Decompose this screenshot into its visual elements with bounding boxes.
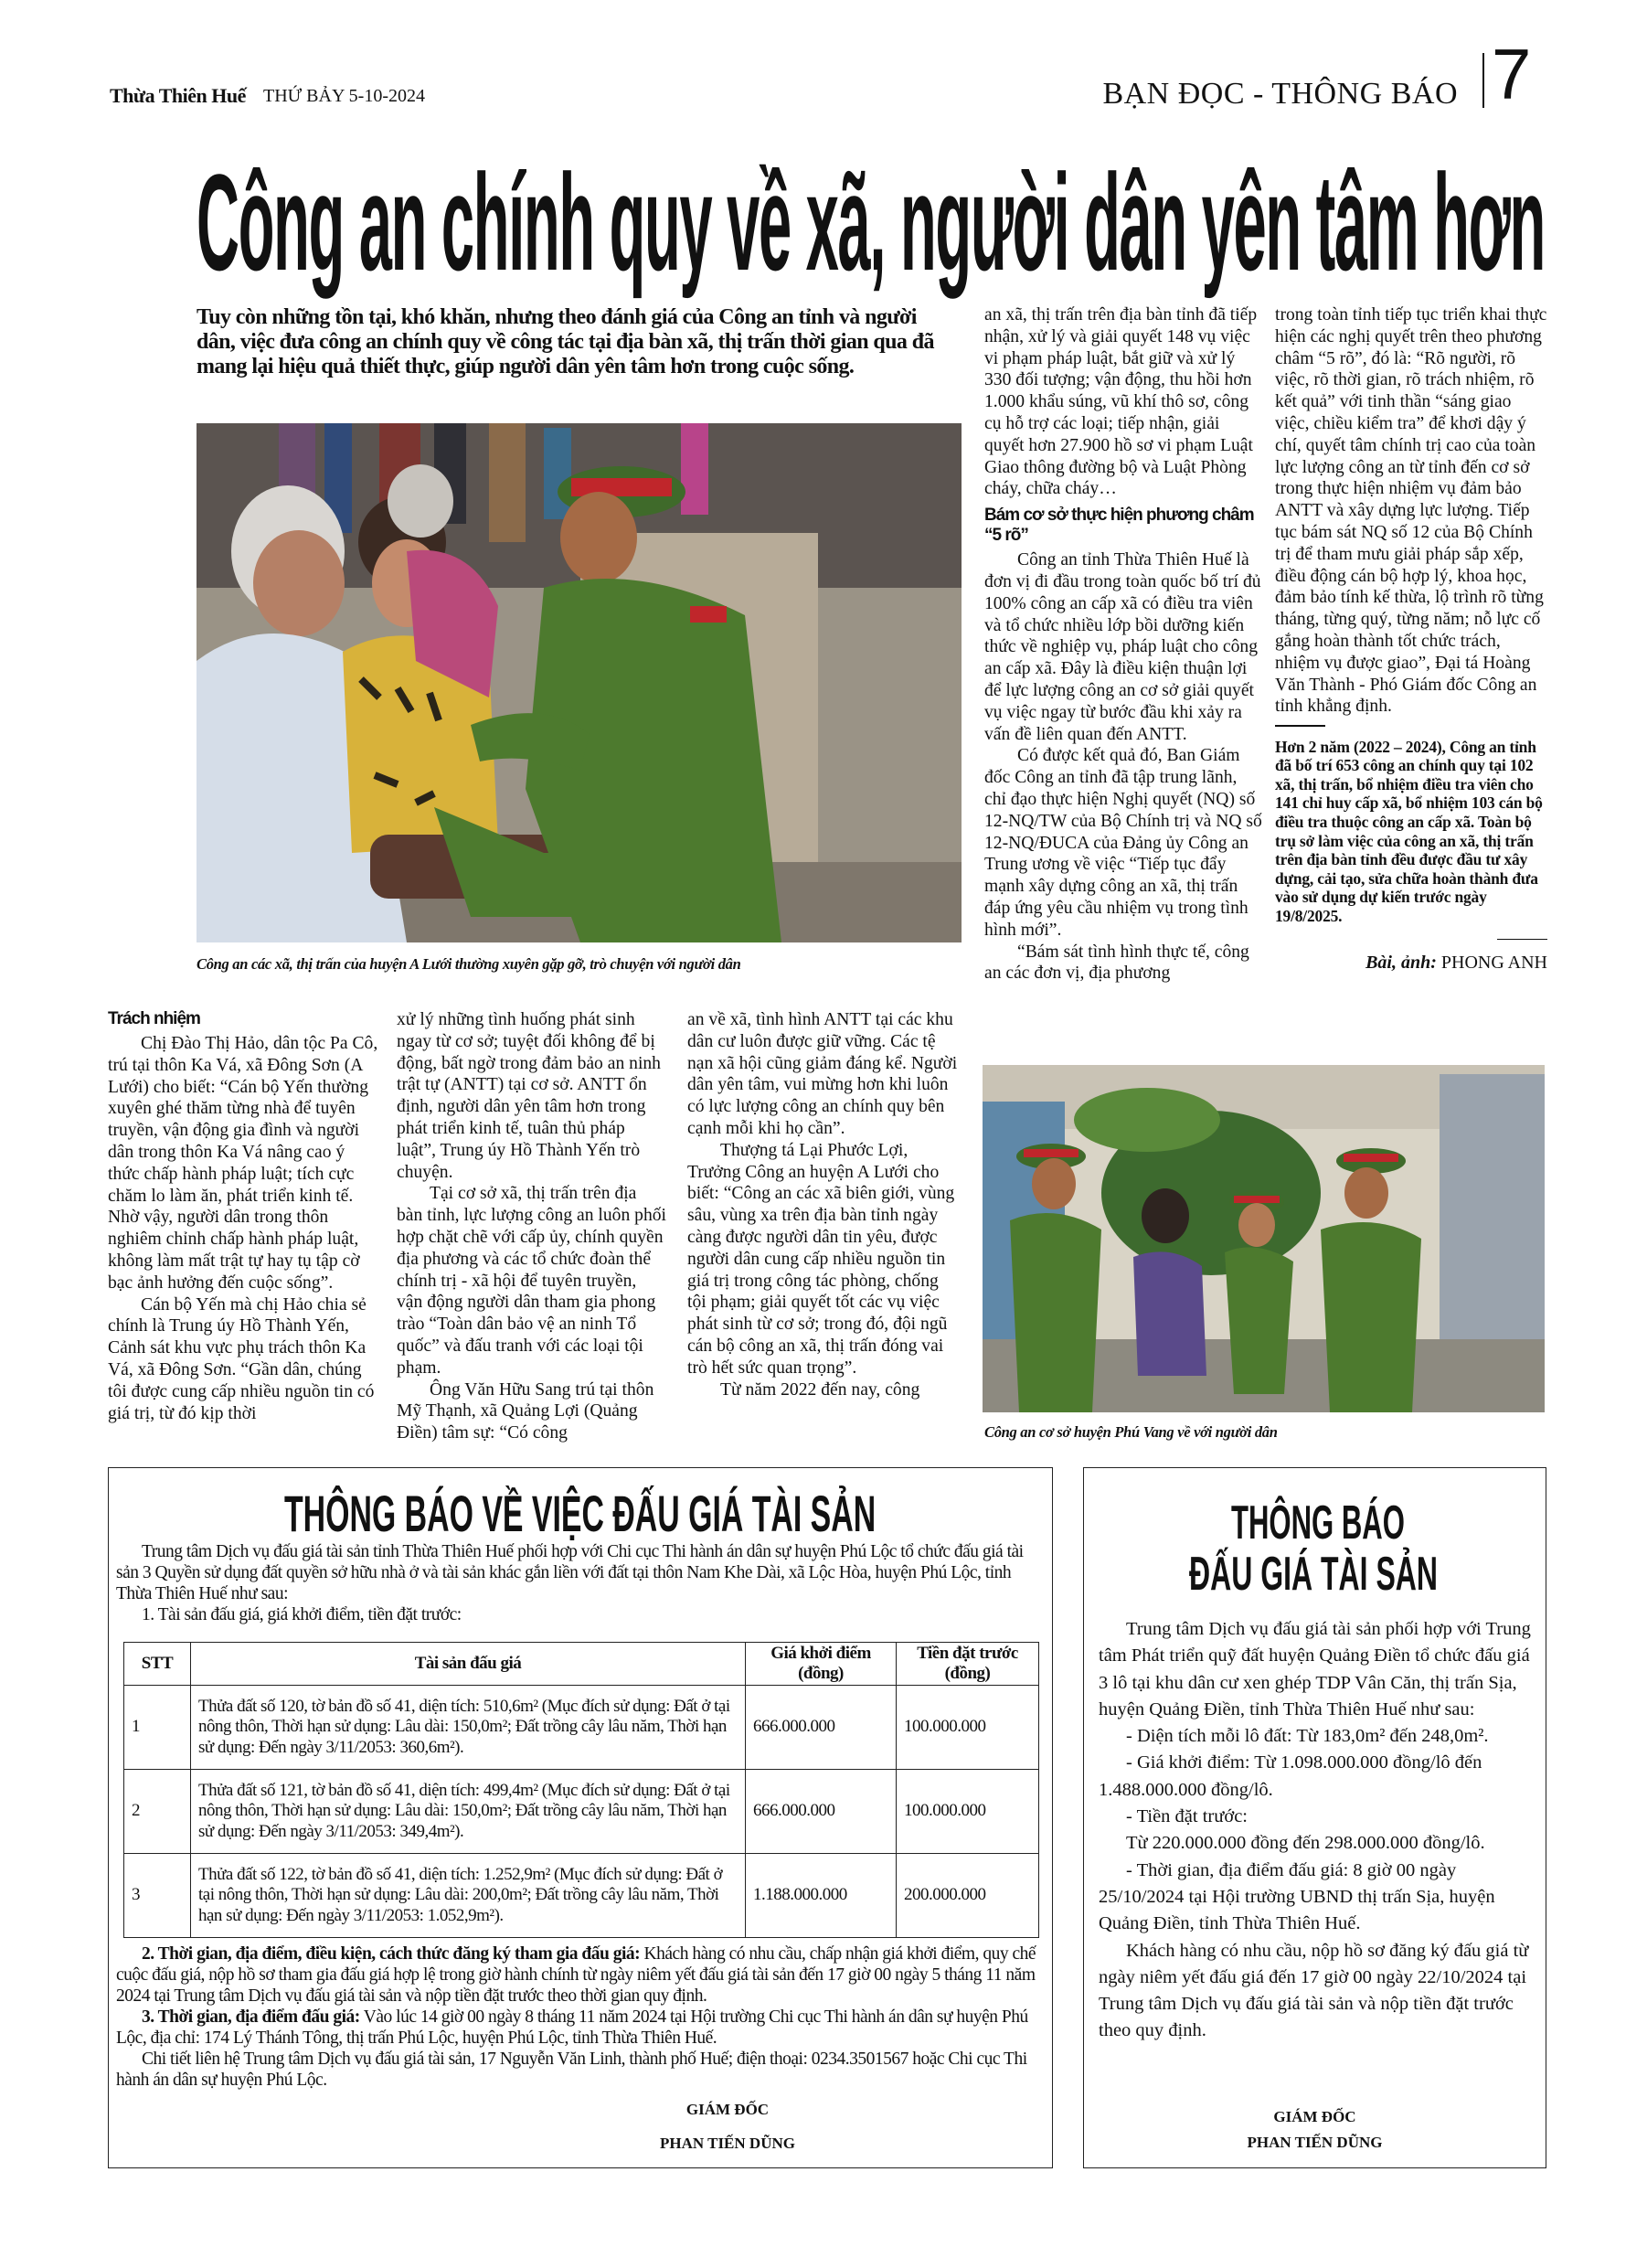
article-lead: Tuy còn những tồn tại, khó khăn, nhưng theo đánh giá của Công an tỉnh và người dân, việc đưa công an chính quy về công tác tại địa bàn xã, thị trấn thời gian qua đã mang lại hiệu quả thiết thực, giúp người dân yên tâm hơn trong cuộc sống. [197, 305, 934, 378]
notice1-details [116, 1943, 1041, 2091]
header-start-price: Giá khởi điểm (đồng) [746, 1643, 897, 1686]
paragraph: Công an tỉnh Thừa Thiên Huế là đơn vị đi đầu trong toàn quốc bố trí đủ 100% công an cấp xã có điều tra viên và tổ chức nhiều lớp bồi dưỡng kiến thức về nghiệp vụ, pháp luật cho công an cấp xã. Đây là điều kiện thuận lợi để lực lượng công an cơ sở giải quyết vụ việc ngay từ bước đầu khi xảy ra vấn đề liên quan đến ANTT. [984, 550, 1261, 744]
notice1-body [116, 1541, 1041, 1625]
article-column-3 [687, 1009, 960, 1400]
notice1-title-wrap [284, 1485, 877, 1542]
paragraph: xử lý những tình huống phát sinh ngay từ cơ sở; tuyệt đối không để bị động, bất ngờ trong đảm bảo an ninh trật tự (ANTT) tại cơ sở. ANTT ổn định, người dân yên tâm hơn trong phát triển kinh tế, tuân thủ pháp luật”, Trung úy Hồ Thành Yến trò chuyện. [397, 1010, 661, 1182]
notice1-intro: Trung tâm Dịch vụ đấu giá tài sản tỉnh Thừa Thiên Huế phối hợp với Chi cục Thi hành án dân sự huyện Phú Lộc tổ chức đấu giá tài sản 3 Quyền sử dụng đất quyền sở hữu nhà ở và tài sản khác gắn liền với đất tại thôn Nam Khe Dài, xã Lộc Hòa, huyện Phú Lộc, tỉnh Thừa Thiên Huế như sau: [116, 1542, 1024, 1603]
notice1-signer-name: PHAN TIẾN DŨNG [660, 2135, 795, 2152]
headline-wrap [197, 145, 1545, 299]
article-column-4 [984, 304, 1263, 985]
auction-assets-table [123, 1642, 1039, 1938]
notice2-title-wrap [1189, 1548, 1438, 1601]
cell-stt: 1 [124, 1686, 191, 1770]
cell-deposit: 200.000.000 [897, 1854, 1039, 1938]
page-number: 7 [1492, 34, 1532, 114]
cell-start-price: 1.188.000.000 [746, 1854, 897, 1938]
subheading-trach-nhiem: Trách nhiệm [108, 1009, 200, 1028]
notice2-signer-title: GIÁM ĐỐC [1273, 2108, 1356, 2125]
paragraph: Ông Văn Hữu Sang trú tại thôn Mỹ Thạnh, xã Quảng Lợi (Quảng Điền) tâm sự: “Có công [397, 1379, 654, 1443]
cell-deposit: 100.000.000 [897, 1770, 1039, 1854]
table-row [124, 1770, 1039, 1854]
notice2-start-price: - Giá khởi điểm: Từ 1.098.000.000 đồng/lô đến 1.488.000.000 đồng/lô. [1099, 1752, 1482, 1800]
header-stt: STT [124, 1643, 191, 1686]
notice2-area: - Diện tích mỗi lô đất: Từ 183,0m² đến 248,0m². [1126, 1726, 1489, 1747]
cell-asset: Thửa đất số 121, tờ bản đồ số 41, diện tích: 499,4m² (Mục đích sử dụng: Đất ở tại nông thôn, Thời hạn sử dụng: Lâu dài: 150,0m²; Đất trồng cây lâu năm, Thời hạn sử dụng: Đến ngày 3/11/2053: 349,4m²). [191, 1770, 746, 1854]
photo2-caption: Công an cơ sở huyện Phú Vang về với người dân [984, 1423, 1278, 1441]
cell-stt: 3 [124, 1854, 191, 1938]
divider [1275, 725, 1325, 727]
auction-notice-phu-loc [108, 1467, 1053, 2168]
item2-text: Khách hàng có nhu cầu, chấp nhận giá khởi điểm, quy chế cuộc đấu giá, nộp hồ sơ tham gia đấu giá hợp lệ trong giờ hành chính từ ngày niêm yết đấu giá tài sản đến 17 giờ 00 ngày 5 tháng 11 năm 2024 tại Trung tâm Dịch vụ đấu giá tài sản và nộp tiền đặt trước theo thời gian quy định. [116, 1944, 1036, 2006]
paragraph: Tại cơ sở xã, thị trấn trên địa bàn tỉnh, lực lượng công an luôn phối hợp chặt chẽ với cấp ủy, chính quyền địa phương và các tổ chức đoàn thể chính trị - xã hội để tuyên truyền, vận động người dân tham gia phong trào “Toàn dân bảo vệ an ninh Tổ quốc” và đấu tranh với các loại tội phạm. [397, 1184, 666, 1378]
notice2-signer-name: PHAN TIẾN DŨNG [1247, 2134, 1383, 2151]
article-column-2 [397, 1009, 666, 1444]
item2-label: 2. Thời gian, địa điểm, điều kiện, cách thức đăng ký tham gia đấu giá: [142, 1944, 641, 1964]
paragraph: an xã, thị trấn trên địa bàn tỉnh đã tiếp nhận, xử lý và giải quyết 148 vụ việc vi phạm pháp luật, bắt giữ và xử lý 330 đối tượng; vận động, thu hồi hơn 1.000 khẩu súng, vũ khí thô sơ, công cụ hỗ trợ các loại; tiếp nhận, giải quyết hơn 27.900 hồ sơ vi phạm Luật Giao thông đường bộ và Luật Phòng cháy, chữa cháy… [984, 305, 1258, 499]
header-deposit: Tiền đặt trước (đồng) [897, 1643, 1039, 1686]
notice2-title-wrap [1231, 1496, 1405, 1549]
table-header-row [124, 1643, 1039, 1686]
cell-asset: Thửa đất số 120, tờ bản đồ số 41, diện tích: 510,6m² (Mục đích sử dụng: Đất ở tại nông thôn, Thời hạn sử dụng: Lâu dài: 150,0m²; Đất trồng cây lâu năm, Thời hạn sử dụng: Đến ngày 3/11/2053: 360,6m²). [191, 1686, 746, 1770]
paragraph: Chị Đào Thị Hảo, dân tộc Pa Cô, trú tại thôn Ka Vá, xã Đông Sơn (A Lưới) cho biết: “Cán bộ Yến thường xuyên ghé thăm từng nhà để tuyên truyền, vận động gia đình và người dân trong thôn Ka Vá nâng cao ý thức chấp hành pháp luật; tích cực chăm lo làm ăn, phát triển kinh tế. Nhờ vậy, người dân trong thôn nghiêm chỉnh chấp hành pháp luật, không làm mất trật tự hay tụ tập cờ bạc ảnh hưởng đến cuộc sống”. [108, 1034, 378, 1293]
table-row [124, 1854, 1039, 1938]
issue-date: THỨ BẢY 5-10-2024 [263, 86, 425, 106]
cell-asset: Thửa đất số 122, tờ bản đồ số 41, diện tích: 1.252,9m² (Mục đích sử dụng: Đất ở tại nông thôn, Thời hạn sử dụng: Lâu dài: 200,0m²; Đất trồng cây lâu năm, Thời hạn sử dụng: Đến ngày 3/11/2053: 1.052,9m²). [191, 1854, 746, 1938]
notice1-item2 [116, 1943, 1041, 2007]
photo-phu-vang-officers [983, 1065, 1545, 1412]
auction-notice-quang-dien [1083, 1467, 1546, 2168]
headline: Công an chính quy về xã, người dân yên tâm hơn [197, 145, 1545, 299]
byline-author: PHONG ANH [1440, 953, 1547, 974]
byline-label: Bài, ảnh: [1365, 953, 1437, 974]
notice1-contact: Chi tiết liên hệ Trung tâm Dịch vụ đấu giá tài sản, 17 Nguyễn Văn Linh, thành phố Huế; điện thoại: 0234.3501567 hoặc Chi cục Thi hành án dân sự huyện Phú Lộc. [116, 2050, 1027, 2090]
article-column-5 [1275, 304, 1547, 974]
cell-stt: 2 [124, 1770, 191, 1854]
byline [1275, 953, 1547, 974]
item3-text: Vào lúc 14 giờ 00 ngày 8 tháng 11 năm 2024 tại Hội trường Chi cục Thi hành án dân sự huyện Phú Lộc, địa chỉ: 174 Lý Thánh Tông, thị trấn Phú Lộc, huyện Phú Lộc, tỉnh Thừa Thiên Huế. [116, 2007, 1028, 2048]
paragraph: “Bám sát tình hình thực tế, công an các đơn vị, địa phương [984, 942, 1249, 984]
header-divider [1482, 53, 1484, 108]
paragraph: Từ năm 2022 đến nay, công [720, 1379, 920, 1400]
notice2-registration: Khách hàng có nhu cầu, nộp hồ sơ đăng ký đấu giá từ ngày niêm yết đấu giá đến 17 giờ 00 ngày 22/10/2024 tại Trung tâm Dịch vụ đấu giá tài sản và nộp tiền đặt trước theo quy định. [1099, 1940, 1529, 2041]
subheading-5-ro: Bám cơ sở thực hiện phương châm “5 rõ” [984, 506, 1254, 546]
notice1-item1: 1. Tài sản đấu giá, giá khởi điểm, tiền đặt trước: [142, 1605, 462, 1624]
notice2-deposit-value: Từ 220.000.000 đồng đến 298.000.000 đồng/lô. [1126, 1833, 1485, 1854]
item3-label: 3. Thời gian, địa điểm đấu giá: [142, 2007, 360, 2027]
notice2-time-place: - Thời gian, địa điểm đấu giá: 8 giờ 00 ngày 25/10/2024 tại Hội trường UBND thị trấn Sịa, huyện Quảng Điền, tỉnh Thừa Thiên Huế. [1099, 1859, 1495, 1934]
paragraph: trong toàn tỉnh tiếp tục triển khai thực hiện các nghị quyết trên theo phương châm “5 rõ”, đó là: “Rõ người, rõ việc, rõ thời gian, rõ trách nhiệm, rõ kết quả” với tinh thần “sáng giao việc, chiều kiểm tra” để khơi dậy ý chí, quyết tâm chính trị cao của toàn lực lượng công an từ tỉnh đến cơ sở trong thực hiện nhiệm vụ đảm bảo ANTT và xây dựng lực lượng. Tiếp tục bám sát NQ số 12 của Bộ Chính trị để tham mưu giải pháp sắp xếp, điều động cán bộ hợp lý, khoa học, đảm bảo tính kế thừa, lộ trình rõ từng tháng, từng quý, từng năm; nỗ lực cố gắng hoàn thành tốt chức trách, nhiệm vụ được giao”, Đại tá Hoàng Văn Thành - Phó Giám đốc Công an tỉnh khẳng định. [1275, 305, 1547, 717]
photo-officer-with-elderly [197, 423, 962, 942]
section-title: BẠN ĐỌC - THÔNG BÁO [1102, 77, 1458, 111]
notice1-item3 [116, 2007, 1041, 2049]
cell-deposit: 100.000.000 [897, 1686, 1039, 1770]
notice2-title-line1: THÔNG BÁO [1231, 1496, 1405, 1549]
paragraph: Thượng tá Lại Phước Lợi, Trưởng Công an huyện A Lưới cho biết: “Công an các xã biên giới, vùng sâu, vùng xa trên địa bàn tỉnh ngày càng được người dân tin yêu, được người dân cung cấp nhiều nguồn tin giá trị trong công tác phòng, chống tội phạm; giải quyết tốt các vụ việc phát sinh từ cơ sở; trong đó, đội ngũ cán bộ công an xã, thị trấn đóng vai trò hết sức quan trọng”. [687, 1140, 955, 1378]
notice2-title-line2: ĐẤU GIÁ TÀI SẢN [1189, 1548, 1438, 1601]
table-row [124, 1686, 1039, 1770]
notice2-intro: Trung tâm Dịch vụ đấu giá tài sản phối hợp với Trung tâm Phát triển quỹ đất huyện Quảng Điền tổ chức đấu giá 3 lô tại khu dân cư xen ghép TDP Vân Căn, thị trấn Sịa, huyện Quảng Điền, tỉnh Thừa Thiên Huế như sau: [1099, 1619, 1531, 1720]
paragraph: Cán bộ Yến mà chị Hảo chia sẻ chính là Trung úy Hồ Thành Yến, Cảnh sát khu vực phụ trách thôn Ka Vá, xã Đông Sơn. “Gần dân, chúng tôi được cung cấp nhiều nguồn tin có giá trị, từ đó kịp thời [108, 1294, 375, 1423]
notice2-deposit-label: - Tiền đặt trước: [1126, 1806, 1248, 1827]
notice2-body [1099, 1616, 1533, 2045]
cell-start-price: 666.000.000 [746, 1686, 897, 1770]
header-asset: Tài sản đấu giá [191, 1643, 746, 1686]
notice1-signer-title: GIÁM ĐỐC [685, 2101, 770, 2118]
divider [1497, 939, 1547, 941]
paragraph: an về xã, tình hình ANTT tại các khu dân cư luôn được giữ vững. Các tệ nạn xã hội cũng giảm đáng kể. Người dân yên tâm, vui mừng hơn khi luôn có lực lượng công an chính quy bên cạnh mỗi khi họ cần”. [687, 1010, 958, 1138]
highlight-box: Hơn 2 năm (2022 – 2024), Công an tỉnh đã bố trí 653 công an chính quy tại 102 xã, thị trấn, bổ nhiệm điều tra viên cho 141 chỉ huy cấp xã, bổ nhiệm 103 cán bộ điều tra thuộc công an cấp xã. Toàn bộ trụ sở làm việc của công an xã, thị trấn trên địa bàn tỉnh đều được đầu tư xây dựng, cải tạo, sửa chữa hoàn thành đưa vào sử dụng dự kiến trước ngày 19/8/2025. [1275, 737, 1543, 925]
notice1-title: THÔNG BÁO VỀ VIỆC ĐẤU GIÁ TÀI SẢN [284, 1485, 877, 1542]
cell-start-price: 666.000.000 [746, 1770, 897, 1854]
article-column-1 [108, 1009, 380, 1424]
photo1-caption: Công an các xã, thị trấn của huyện A Lưới thường xuyên gặp gỡ, trò chuyện với người dân [197, 955, 741, 973]
newspaper-name: Thừa Thiên Huế [110, 84, 246, 107]
paragraph: Có được kết quả đó, Ban Giám đốc Công an tỉnh đã tập trung lãnh, chỉ đạo thực hiện Nghị quyết (NQ) số 12-NQ/TW của Bộ Chính trị và NQ số 12-NQ/ĐUCA của Đảng ủy Công an Trung ương về việc “Tiếp tục đẩy mạnh xây dựng công an xã, thị trấn đáp ứng yêu cầu nhiệm vụ trong tình hình mới”. [984, 746, 1262, 940]
